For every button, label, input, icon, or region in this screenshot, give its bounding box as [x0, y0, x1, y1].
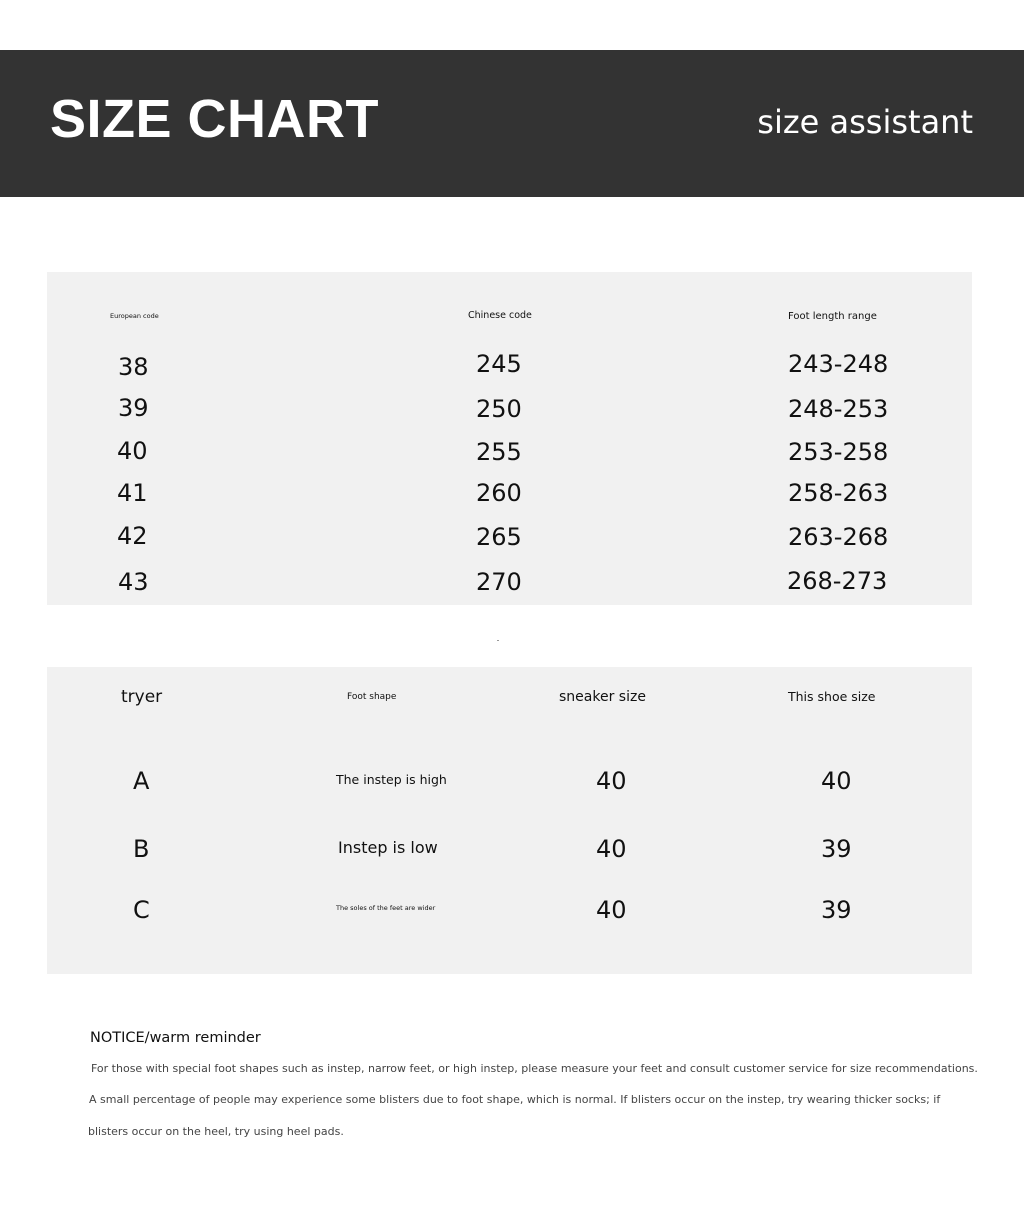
- column-header-foot-shape: Foot shape: [347, 692, 397, 702]
- column-header-this-shoe-size: This shoe size: [788, 689, 876, 704]
- notice-line: For those with special foot shapes such as instep, narrow feet, or high instep, please measure your feet and consult customer service for size recommendations.: [91, 1062, 978, 1075]
- table-cell: The instep is high: [336, 772, 447, 787]
- table-cell: Instep is low: [338, 838, 438, 857]
- table-cell: B: [133, 835, 150, 863]
- column-header-sneaker-size: sneaker size: [559, 689, 646, 705]
- table-cell: The soles of the feet are wider: [336, 904, 436, 912]
- notice-line: A small percentage of people may experience some blisters due to foot shape, which is normal. If blisters occur on the instep, try wearing thicker socks; if: [89, 1093, 941, 1106]
- page-title: SIZE CHART: [50, 89, 379, 149]
- notice-title: NOTICE/warm reminder: [90, 1030, 261, 1046]
- page-subtitle: size assistant: [757, 103, 973, 141]
- column-header-foot-length-range: Foot length range: [788, 311, 877, 322]
- column-header-european-code: European code: [110, 312, 159, 320]
- table-cell: 255: [476, 438, 522, 466]
- fit-table: [47, 667, 972, 974]
- table-cell: 268-273: [787, 567, 888, 595]
- separator-dot: [497, 640, 499, 641]
- table-cell: 248-253: [788, 395, 889, 423]
- table-cell: 43: [118, 568, 149, 596]
- table-cell: 39: [821, 896, 852, 924]
- column-header-chinese-code: Chinese code: [468, 310, 532, 321]
- table-cell: 270: [476, 568, 522, 596]
- table-cell: 40: [821, 767, 852, 795]
- table-cell: 42: [117, 522, 148, 550]
- table-cell: 39: [118, 394, 149, 422]
- column-header-tryer: tryer: [121, 687, 163, 707]
- table-cell: 245: [476, 350, 522, 378]
- notice-line: blisters occur on the heel, try using heel pads.: [88, 1125, 344, 1138]
- table-cell: 258-263: [788, 479, 889, 507]
- table-cell: 41: [117, 479, 148, 507]
- table-cell: C: [133, 896, 150, 924]
- table-cell: 243-248: [788, 350, 889, 378]
- table-cell: 263-268: [788, 523, 889, 551]
- table-cell: 265: [476, 523, 522, 551]
- size-table: [47, 272, 972, 605]
- table-cell: 250: [476, 395, 522, 423]
- table-cell: 40: [596, 896, 627, 924]
- table-cell: 40: [596, 835, 627, 863]
- table-cell: 38: [118, 353, 149, 381]
- table-cell: 39: [821, 835, 852, 863]
- table-cell: A: [133, 767, 150, 795]
- table-cell: 40: [596, 767, 627, 795]
- table-cell: 253-258: [788, 438, 889, 466]
- table-cell: 260: [476, 479, 522, 507]
- table-cell: 40: [117, 437, 148, 465]
